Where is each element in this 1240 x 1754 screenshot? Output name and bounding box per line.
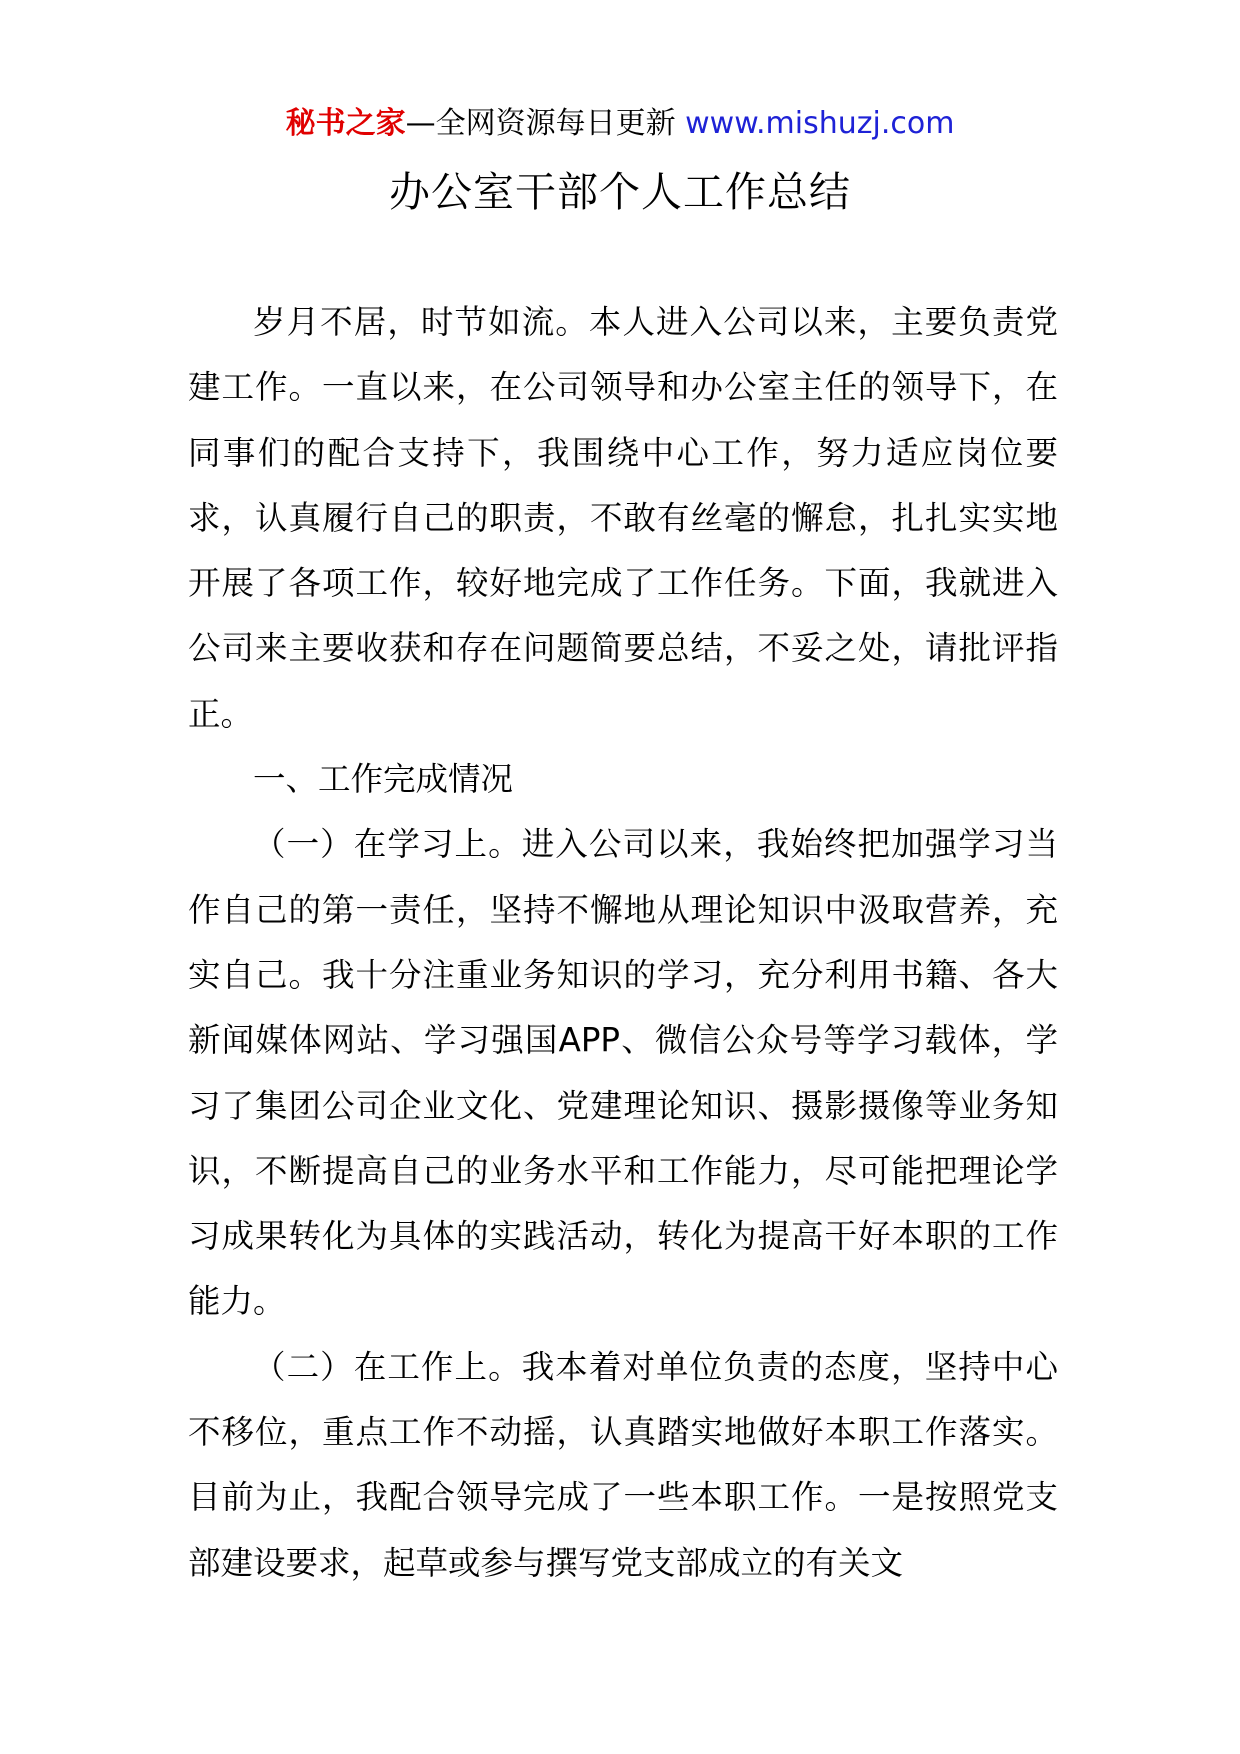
document-title: 办公室干部个人工作总结	[389, 168, 851, 216]
site-header	[0, 102, 1240, 146]
document-body	[188, 290, 1058, 1596]
site-url-link[interactable]: www.mishuzj.com	[685, 106, 955, 141]
section-heading-1: 一、工作完成情况	[253, 760, 514, 799]
paragraph-intro: 岁月不居，时节如流。本人进入公司以来，主要负责党建工作。一直以来，在公司领导和办公室主任的领导下，在同事们的配合支持下，我围绕中心工作，努力适应岗位要求，认真履行自己的职责，不敢有丝毫的懈怠，扎扎实实地开展了各项工作，较好地完成了工作任务。下面，我就进入公司来主要收获和存在问题简要总结，不妥之处，请批评指正。	[188, 303, 1058, 733]
paragraph-study: （一）在学习上。进入公司以来，我始终把加强学习当作自己的第一责任，坚持不懈地从理论知识中汲取营养，充实自己。我十分注重业务知识的学习，充分利用书籍、各大新闻媒体网站、学习强国APP、微信公众号等学习载体，学习了集团公司企业文化、党建理论知识、摄影摄像等业务知识，不断提高自己的业务水平和工作能力，尽可能把理论学习成果转化为具体的实践活动，转化为提高干好本职的工作能力。	[188, 825, 1058, 1321]
site-brand: 秘书之家	[285, 106, 406, 141]
site-tagline: —全网资源每日更新	[405, 106, 686, 141]
paragraph-work: （二）在工作上。我本着对单位负责的态度，坚持中心不移位，重点工作不动摇，认真踏实地做好本职工作落实。目前为止，我配合领导完成了一些本职工作。一是按照党支部建设要求，起草或参与撰写党支部成立的有关文	[188, 1347, 1058, 1582]
